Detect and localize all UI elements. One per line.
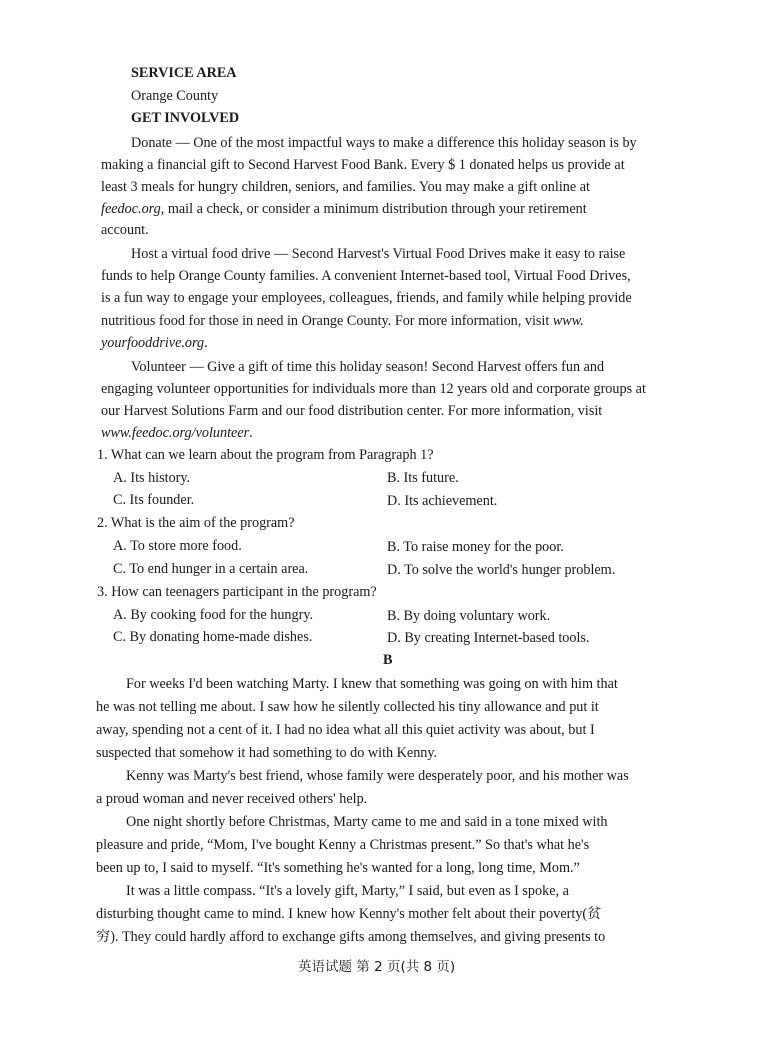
- question-2-option-b: B. To raise money for the poor.: [387, 539, 564, 555]
- part-b-line-2: he was not telling me about. I saw how he silently collected his tiny allowance and put it: [96, 699, 599, 715]
- question-2-option-d: D. To solve the world's hunger problem.: [387, 562, 616, 578]
- part-b-line-9: been up to, I said to myself. “It's something he's wanted for a long, long time, Mom.”: [96, 860, 580, 876]
- host-end: .: [204, 335, 208, 351]
- part-b-heading: B: [383, 652, 393, 668]
- host-line-5: [101, 334, 208, 352]
- part-b-line-7: One night shortly before Christmas, Marty came to me and said in a tone mixed with: [126, 814, 608, 830]
- volunteer-line-4: [101, 424, 253, 442]
- volunteer-line-2: engaging volunteer opportunities for individuals more than 12 years old and corporate groups at: [101, 381, 646, 397]
- part-b-line-5: Kenny was Marty's best friend, whose family were desperately poor, and his mother was: [126, 768, 629, 784]
- donate-line-1: Donate — One of the most impactful ways to make a difference this holiday season is by: [131, 135, 637, 151]
- volunteer-line-3: our Harvest Solutions Farm and our food distribution center. For more information, visit: [101, 403, 603, 419]
- part-b-line-12: 穷). They could hardly afford to exchange gifts among themselves, and giving presents to: [96, 929, 606, 945]
- host-link-part1: www.: [552, 313, 584, 329]
- part-b-line-3: away, spending not a cent of it. I had no idea what all this quiet activity was about, but I: [96, 722, 595, 738]
- question-1-option-c: C. Its founder.: [113, 492, 195, 508]
- donate-line-4-rest: , mail a check, or consider a minimum distribution through your retirement: [160, 201, 587, 217]
- question-1-stem: 1. What can we learn about the program from Paragraph 1?: [97, 447, 434, 463]
- question-1-option-d: D. Its achievement.: [387, 493, 498, 509]
- host-line-4-text: nutritious food for those in need in Orange County. For more information, visit: [101, 313, 553, 329]
- host-line-4: [101, 312, 584, 330]
- donate-line-2: making a financial gift to Second Harvest Food Bank. Every $ 1 donated helps us provide at: [101, 157, 625, 173]
- donate-link: feedoc.org: [101, 201, 161, 217]
- question-1-option-b: B. Its future.: [387, 470, 459, 486]
- service-area-value: Orange County: [131, 88, 219, 104]
- question-3-option-d: D. By creating Internet-based tools.: [387, 630, 590, 646]
- part-b-line-10: It was a little compass. “It's a lovely gift, Marty,” I said, but even as I spoke, a: [126, 883, 569, 899]
- donate-line-4: [101, 200, 587, 218]
- question-3-option-c: C. By donating home-made dishes.: [113, 629, 313, 645]
- question-2-option-a: A. To store more food.: [113, 538, 242, 554]
- host-line-2: funds to help Orange County families. A convenient Internet-based tool, Virtual Food Drives,: [101, 268, 631, 284]
- volunteer-line-1: Volunteer — Give a gift of time this holiday season! Second Harvest offers fun and: [131, 359, 605, 375]
- part-b-line-1: For weeks I'd been watching Marty. I knew that something was going on with him that: [126, 676, 618, 692]
- host-line-1: Host a virtual food drive — Second Harvest's Virtual Food Drives make it easy to raise: [131, 246, 626, 262]
- heading-get-involved: GET INVOLVED: [131, 110, 240, 126]
- host-line-3: is a fun way to engage your employees, colleagues, friends, and family while helping provide: [101, 290, 632, 306]
- question-3-option-a: A. By cooking food for the hungry.: [113, 607, 314, 623]
- question-2-stem: 2. What is the aim of the program?: [97, 515, 295, 531]
- donate-line-5: account.: [101, 222, 149, 238]
- heading-service-area: SERVICE AREA: [131, 65, 237, 81]
- part-b-line-6: a proud woman and never received others' help.: [96, 791, 368, 807]
- question-3-option-b: B. By doing voluntary work.: [387, 608, 551, 624]
- host-link-part2: yourfooddrive.org: [101, 335, 205, 351]
- question-3-stem: 3. How can teenagers participant in the program?: [97, 584, 377, 600]
- part-b-line-4: suspected that somehow it had something to do with Kenny.: [96, 745, 438, 761]
- volunteer-link: www.feedoc.org/volunteer: [101, 425, 250, 441]
- question-1-option-a: A. Its history.: [113, 470, 191, 486]
- page-footer: 英语试题 第 2 页(共 8 页): [298, 959, 456, 975]
- part-b-line-8: pleasure and pride, “Mom, I've bought Kenny a Christmas present.” So that's what he's: [96, 837, 590, 853]
- volunteer-end: .: [249, 425, 253, 441]
- question-2-option-c: C. To end hunger in a certain area.: [113, 561, 309, 577]
- part-b-line-11: disturbing thought came to mind. I knew how Kenny's mother felt about their poverty(贫: [96, 906, 602, 922]
- donate-line-3: least 3 meals for hungry children, seniors, and families. You may make a gift online at: [101, 179, 590, 195]
